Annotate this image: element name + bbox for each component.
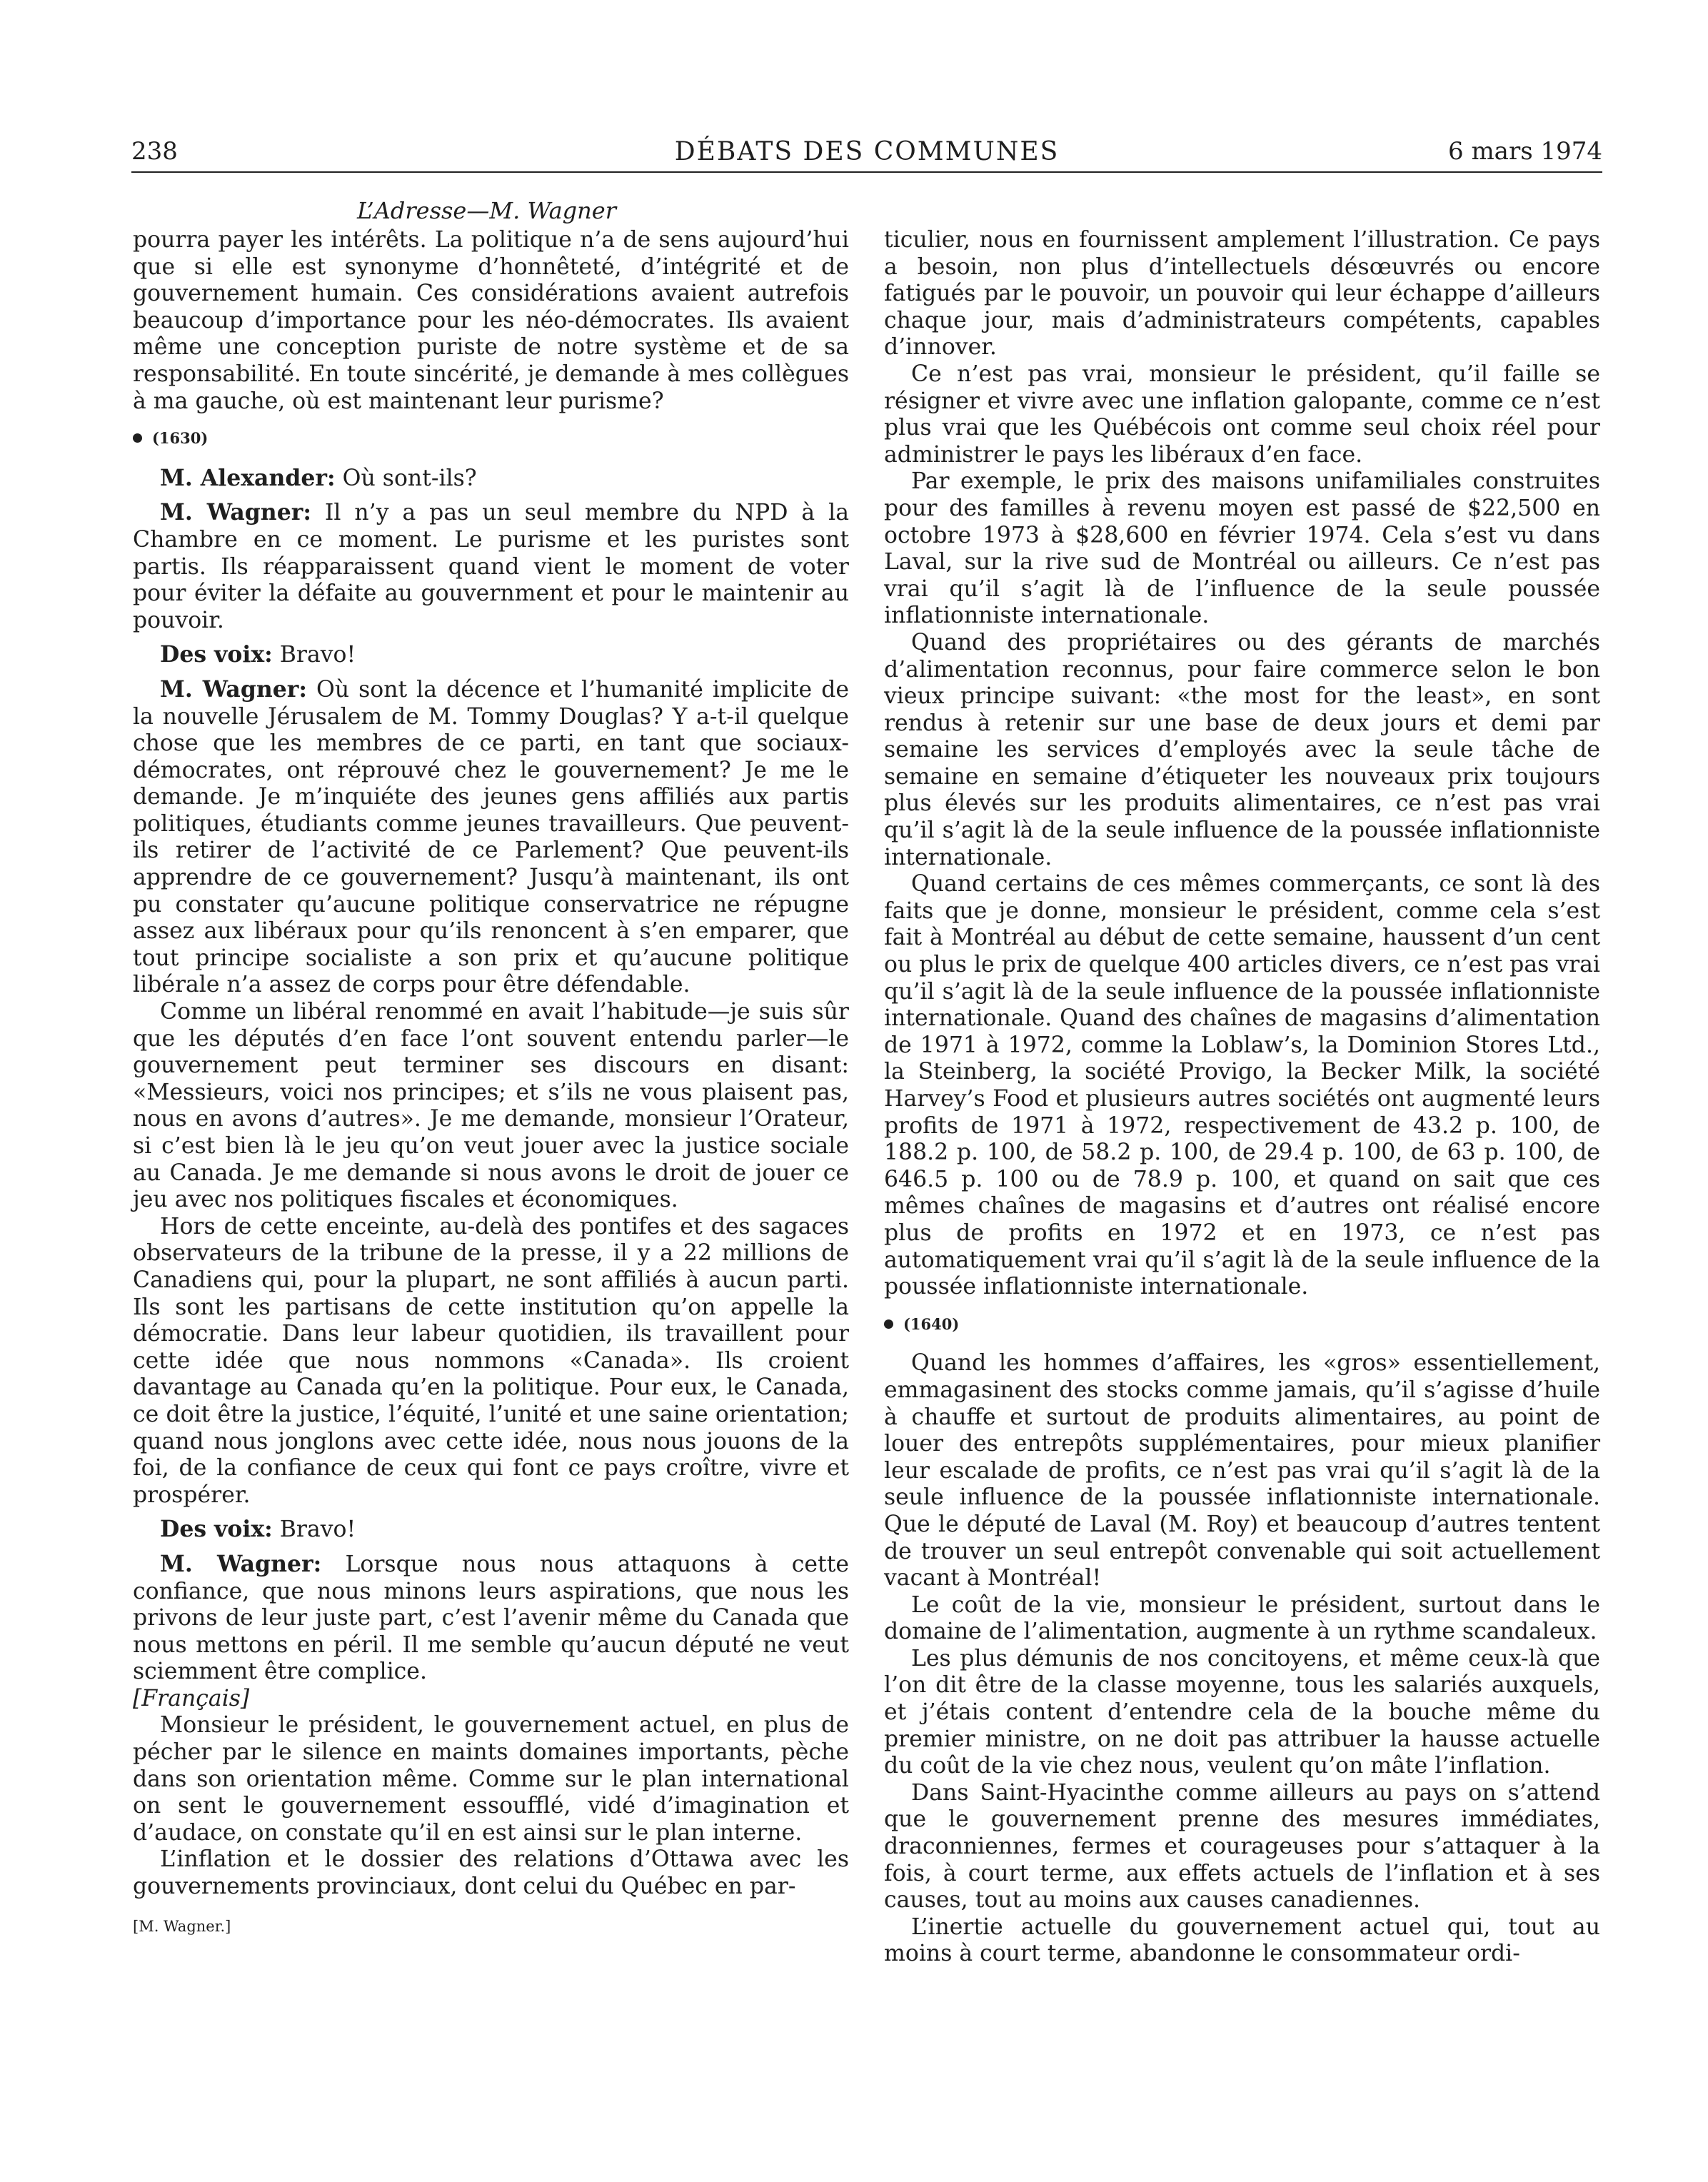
publication-title: DÉBATS DES COMMUNES [674, 137, 1060, 166]
timestamp: (1630) [133, 425, 849, 452]
speaker-name: M. Wagner: [160, 499, 311, 526]
paragraph: Les plus démunis de nos concitoyens, et même ceux-là que l’on dit être de la classe moyenne, tous les salariés auxquels, et j’étais content d’entendre cela de la bouche même du premier ministre, on ne doit pas attribuer la hausse actuelle du coût de la vie chez nous, veulent qu’on mâte l’inflation. [884, 1645, 1600, 1779]
paragraph: pourra payer les intérêts. La politique n’a de sens aujourd’hui que si elle est synonyme d’honnêteté, d’intégrité et de gouvernement humain. Ces considérations avaient autrefois beaucoup d’importance pour les néo-démocrates. Ils avaient même une conception puriste de notre système et de sa responsabilité. En toute sincérité, je demande à mes collègues à ma gauche, où est maintenant leur purisme? [133, 227, 849, 414]
bullet-icon [884, 1319, 893, 1329]
bullet-icon [133, 433, 142, 443]
paragraph: L’inertie actuelle du gouvernement actuel qui, tout au moins à court terme, abandonne le consommateur ordi- [884, 1914, 1600, 1967]
speech: M. Alexander: Où sont-ils? [160, 464, 477, 491]
paragraph: Hors de cette enceinte, au-delà des pontifes et des sagaces observateurs de la tribune de la presse, il y a 22 millions de Canadiens qui, pour la plupart, ne sont affiliés à aucun parti. Ils sont les partisans de cette institution qu’on appelle la démocratie. Dans leur labeur quotidien, ils travaillent pour cette idée que nous nommons «Canada». Ils croient davantage au Canada qu’en la politique. Pour eux, le Canada, ce doit être la justice, l’équité, l’unité et une saine orientation; quand nous jonglons avec cette idée, nous nous jouons de la foi, de la confiance de ceux qui font ce pays croître, vivre et prospérer. [133, 1213, 849, 1508]
speech: Des voix: Bravo! [160, 641, 356, 668]
speaker-name: M. Wagner: [160, 675, 308, 703]
speaker-name: Des voix: [160, 641, 273, 668]
timestamp: (1640) [884, 1311, 1600, 1338]
paragraph: ticulier, nous en fournissent amplement l’illustration. Ce pays a besoin, non plus d’intellectuels désœuvrés ou encore fatigués par le pouvoir, un pouvoir qui leur échappe d’ailleurs chaque jour, mais d’administrateurs compétents, capables d’innover. [884, 227, 1600, 361]
page-header [131, 137, 1602, 169]
speaker-attribution: [M. Wagner.] [133, 1917, 231, 1935]
paragraph: Le coût de la vie, monsieur le président, surtout dans le domaine de l’alimentation, augmente à un rythme scandaleux. [884, 1592, 1600, 1645]
speech: M. Wagner: Où sont la décence et l’humanité implicite de la nouvelle Jérusalem de M. Tommy Douglas? Y a-t-il quelque chose que les membres de ce parti, en tant que sociaux-démocrates, ont réprouvé chez le gouvernement? Je me le demande. Je m’inquiéte des jeunes gens affiliés aux partis politiques, étudiants comme jeunes travailleurs. Que peuvent-ils retirer de l’activité de ce Parlement? Que peuvent-ils apprendre de ce gouvernement? Jusqu’à maintenant, ils ont pu constater qu’aucune politique conservatrice ne répugne assez aux libéraux pour qu’ils renoncent à s’en emparer, que tout principe socialiste a son prix et qu’aucune politique libérale n’a assez de corps pour être défendable. [133, 675, 849, 998]
paragraph: Quand les hommes d’affaires, les «gros» essentiellement, emmagasinent des stocks comme jamais, qu’il s’agisse d’huile à chauffe et surtout de produits alimentaires, au point de louer des entrepôts supplémentaires, pour mieux planifier leur escalade de profits, ce n’est pas vrai qu’il s’agit là de la seule influence de la poussée inflationniste internationale. Que le député de Laval (M. Roy) et beaucoup d’autres tentent de trouver un seul entrepôt convenable qui soit actuellement vacant à Montréal! [884, 1350, 1600, 1592]
speech: Des voix: Bravo! [160, 1516, 356, 1543]
speaker-name: M. Alexander: [160, 464, 336, 491]
speaker-name: Des voix: [160, 1516, 273, 1543]
paragraph: L’inflation et le dossier des relations d’Ottawa avec les gouvernements provinciaux, dont celui du Québec en par- [133, 1846, 849, 1900]
speech: M. Wagner: Il n’y a pas un seul membre du NPD à la Chambre en ce moment. Le purisme et les puristes sont partis. Ils réapparaissent quand vient le moment de voter pour éviter la défaite au gouvernment et pour le maintenir au pouvoir. [133, 499, 850, 633]
paragraph: Par exemple, le prix des maisons unifamiliales construites pour des familles à revenu moyen est passé de $22,500 en octobre 1973 à $28,600 en février 1974. Cela s’est vu dans Laval, sur la rive sud de Montréal ou ailleurs. Ce n’est pas vrai qu’il s’agit là de l’influence de la seule poussée inflationniste internationale. [884, 468, 1600, 629]
paragraph: Ce n’est pas vrai, monsieur le président, qu’il faille se résigner et vivre avec une inflation galopante, comme ce n’est plus vrai que les Québécois ont comme seul choix réel pour administrer le pays les libéraux d’en face. [884, 361, 1600, 468]
page-number: 238 [131, 137, 178, 166]
paragraph: Comme un libéral renommé en avait l’habitude—je suis sûr que les députés d’en face l’ont souvent entendu parler—le gouvernement peut terminer ses discours en disant: «Messieurs, voici nos principes; et s’ils ne vous plaisent pas, nous en avons d’autres». Je me demande, monsieur l’Orateur, si c’est bien là le jeu qu’on veut jouer avec la justice sociale au Canada. Je me demande si nous avons le droit de jouer ce jeu avec nos politiques fiscales et économiques. [133, 999, 849, 1213]
left-column [133, 227, 849, 1940]
right-column [884, 227, 1600, 1968]
page-date: 6 mars 1974 [1448, 137, 1602, 166]
paragraph: Quand des propriétaires ou des gérants de marchés d’alimentation reconnus, pour faire commerce selon le bon vieux principe suivant: «the most for the least», en sont rendus à retenir sur une base de deux jours et demi par semaine les services d’employés avec la seule tâche de semaine en semaine d’étiqueter les nouveaux prix toujours plus élevés sur les produits alimentaires, ce n’est pas vrai qu’il s’agit là de la seule influence de la poussée inflationniste internationale. [884, 629, 1600, 870]
language-marker: [Français] [133, 1685, 250, 1711]
running-head: L’Adresse—M. Wagner [357, 197, 616, 224]
paragraph: Quand certains de ces mêmes commerçants, ce sont là des faits que je donne, monsieur le président, comme cela s’est fait à Montréal au début de cette semaine, haussent d’un cent ou plus le prix de quelque 400 articles divers, ce n’est pas vrai qu’il s’agit là de la seule influence de la poussée inflationniste internationale. Quand des chaînes de magasins d’alimentation de 1971 à 1972, comme la Loblaw’s, la Dominion Stores Ltd., la Steinberg, la société Provigo, la Becker Milk, la société Harvey’s Food et plusieurs autres sociétés ont augmenté leurs profits de 1971 à 1972, respectivement de 43.2 p. 100, de 188.2 p. 100, de 58.2 p. 100, de 29.4 p. 100, de 63 p. 100, de 646.5 p. 100 ou de 78.9 p. 100, et quand on sait que ces mêmes chaînes de magasins et d’autres ont réalisé encore plus de profits en 1972 et en 1973, ce n’est pas automatiquement vrai qu’il s’agit là de la seule influence de la poussée inflationniste internationale. [884, 871, 1600, 1300]
speaker-name: M. Wagner: [160, 1550, 322, 1577]
speech: M. Wagner: Lorsque nous nous attaquons à cette confiance, que nous minons leurs aspirations, que nous les privons de leur juste part, c’est l’avenir même du Canada que nous mettons en péril. Il me semble qu’aucun député ne veut sciemment être complice. [133, 1550, 849, 1685]
header-rule [131, 171, 1602, 173]
paragraph: Dans Saint-Hyacinthe comme ailleurs au pays on s’attend que le gouvernement prenne des mesures immédiates, draconniennes, fermes et courageuses pour s’attaquer à la fois, à court terme, aux effets actuels de l’inflation et à ses causes, tout au moins aux causes canadiennes. [884, 1779, 1600, 1914]
paragraph: Monsieur le président, le gouvernement actuel, en plus de pécher par le silence en maints domaines importants, pèche dans son orientation même. Comme sur le plan international on sent le gouvernement essoufflé, vidé d’imagination et d’audace, on constate qu’il en est ainsi sur le plan interne. [133, 1712, 849, 1846]
